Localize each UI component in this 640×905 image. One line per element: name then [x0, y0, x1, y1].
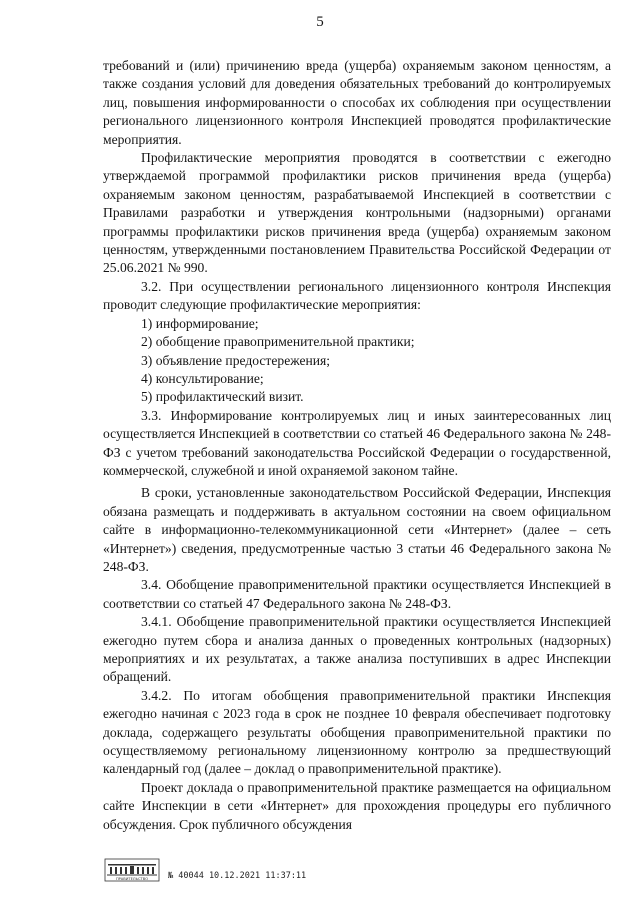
paragraph: 3.4.1. Обобщение правоприменительной практики осуществляется Инспекцией ежегодно путем сбора и анализа данных о проведенных контрольных (надзорных) мероприятиях и их результатах, а также анализа поступивших в адрес Инспекции обращений. — [103, 614, 611, 685]
paragraph: В сроки, установленные законодательством Российской Федерации, Инспекция обязана размещать и поддерживать в актуальном состоянии на своем официальном сайте в информационно-телекоммуникационной сети «Интернет» (далее – сеть «Интернет») сведения, предусмотренные частью 3 статьи 46 Федерального закона № 248-ФЗ. — [103, 485, 611, 574]
paragraph: 3.4. Обобщение правоприменительной практики осуществляется Инспекцией в соответствии со статьей 47 Федерального закона № 248-ФЗ. — [103, 577, 611, 611]
paragraph: 3.4.2. По итогам обобщения правоприменительной практики Инспекция ежегодно начиная с 2023 года в срок не позднее 10 февраля обеспечивает подготовку доклада, содержащего результаты обобщения правоприменительной практики по осуществляемому региональному лицензионному контролю за предшествующий календарный год (далее – доклад о правоприменительной практике). — [103, 687, 611, 777]
svg-text:ПРАВИТЕЛЬСТВО: ПРАВИТЕЛЬСТВО — [115, 877, 149, 881]
list-item: 5) профилактический визит. — [141, 389, 304, 405]
paragraph: требований и (или) причинению вреда (ущерба) охраняемым законом ценностям, а также создания условий для доведения обязательных требований до контролируемых лиц, повышения информированности о способах их соблюдения при осуществлении регионального лицензионного контроля Инспекцией проводятся профилактические мероприятия. — [103, 58, 611, 147]
list-item: 2) обобщение правоприменительной практики; — [141, 334, 415, 350]
registration-stamp: № 40044 10.12.2021 11:37:11 — [168, 871, 307, 881]
government-building-logo — [104, 858, 160, 882]
document-body — [103, 57, 611, 834]
list-item: 3) объявление предостережения; — [141, 352, 331, 368]
page-number: 5 — [316, 14, 324, 30]
paragraph: 3.2. При осуществлении регионального лицензионного контроля Инспекция проводит следующие профилактические мероприятия: — [103, 278, 611, 313]
list-item: 4) консультирование; — [141, 370, 264, 386]
paragraph: 3.3. Информирование контролируемых лиц и иных заинтересованных лиц осуществляется Инспекцией в соответствии со статьей 46 Федерального закона № 248-ФЗ с учетом требований законодательства Российской Федерации о государственной, коммерческой, служебной и иной охраняемой законом тайне. — [103, 407, 611, 478]
list-item: 1) информирование; — [141, 315, 259, 331]
paragraph: Профилактические мероприятия проводятся в соответствии с ежегодно утверждаемой программой профилактики рисков причинения вреда (ущерба) охраняемым законом ценностям, разрабатываемой Инспекцией в соответствии с Правилами разработки и утверждения контрольными (надзорными) органами программы профилактики рисков причинения вреда (ущерба) охраняемым законом ценностям, утвержденными постановлением Правительства Российской Федерации от 25.06.2021 № 990. — [103, 150, 611, 276]
paragraph: Проект доклада о правоприменительной практике размещается на официальном сайте Инспекции в сети «Интернет» для прохождения процедуры его публичного обсуждения. Срок публичного обсуждения — [103, 779, 611, 832]
